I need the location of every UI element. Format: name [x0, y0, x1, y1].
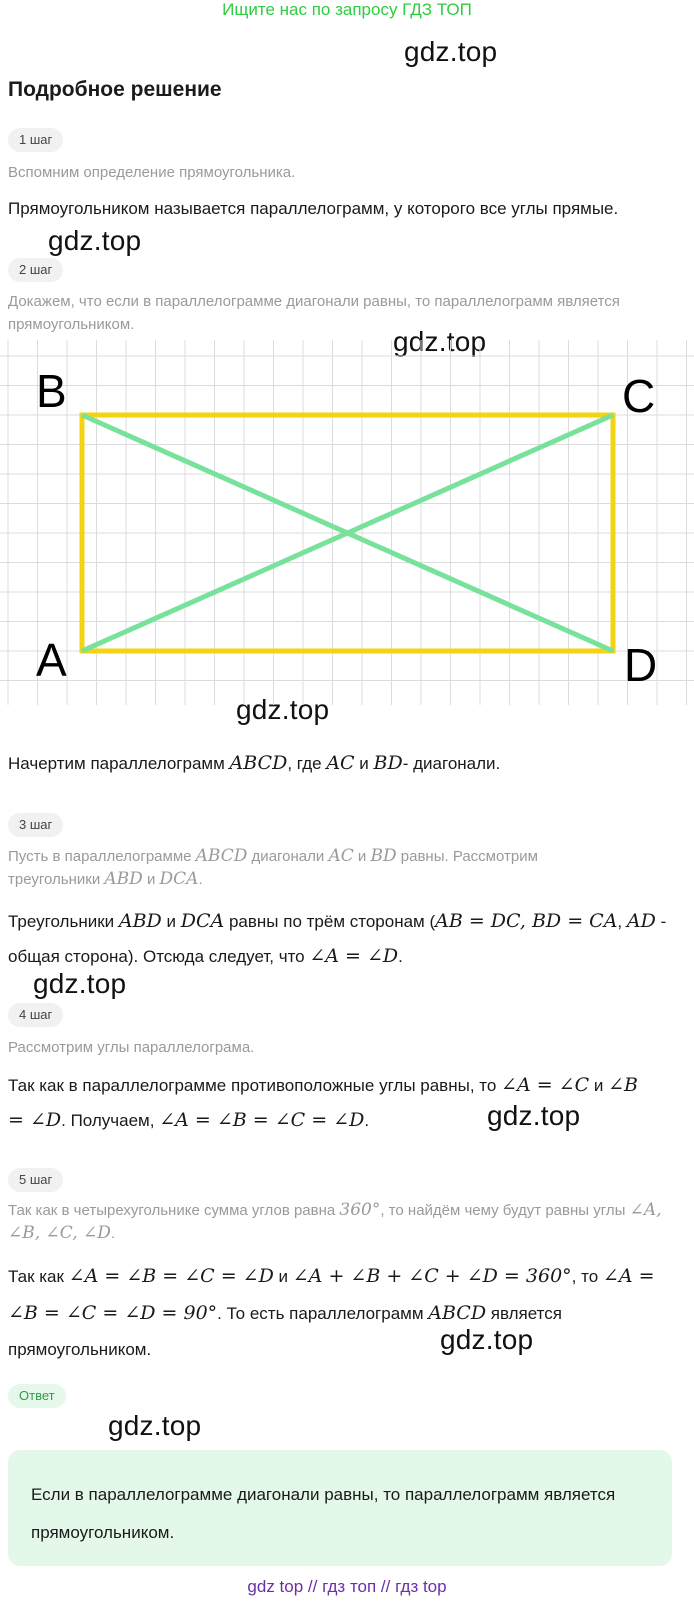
step-hint: Вспомним определение прямоугольника. — [8, 164, 296, 181]
vertex-label-b: B — [36, 365, 67, 417]
text-run: , то найдём чему будут равны углы — [380, 1202, 630, 1219]
math-run: ABCD — [229, 752, 288, 774]
math-run: ∠A = ∠B = ∠C = ∠D = 90° — [8, 1265, 655, 1324]
step-text — [8, 1258, 678, 1368]
text-run: - общая сторона). Отсюда следует, что — [8, 912, 667, 966]
math-run: ∠A, ∠B, ∠C, ∠D — [8, 1200, 662, 1243]
step-text — [8, 750, 678, 777]
text-run: . То есть параллелограмм — [217, 1304, 429, 1323]
vertex-label-a: A — [36, 634, 67, 686]
math-run: ABCD — [195, 846, 248, 866]
step-text — [8, 1068, 658, 1138]
math-run: DCA — [159, 869, 199, 889]
step-hint: Рассмотрим углы параллелограма. — [8, 1039, 255, 1056]
text-run: Так как в четырехугольнике сумма углов равна — [8, 1202, 340, 1219]
math-run: ∠A = ∠B = ∠C = ∠D — [68, 1265, 274, 1287]
step-hint — [8, 845, 608, 891]
rectangle-diagram — [0, 340, 694, 705]
answer-badge: Ответ — [8, 1384, 66, 1408]
watermark: gdz.top — [48, 225, 142, 256]
text-run: Так как — [8, 1267, 69, 1286]
answer-text: Если в параллелограмме диагонали равны, то параллелограмм является прямоугольником. — [31, 1485, 616, 1542]
text-run: и — [142, 871, 160, 888]
text-run: является прямоугольником. — [8, 1304, 562, 1359]
math-run: ∠A = ∠C — [501, 1074, 590, 1096]
step-hint — [8, 1199, 678, 1245]
text-run: , где — [287, 754, 327, 773]
text-run: - диагонали. — [402, 754, 501, 773]
math-run: AC — [328, 846, 354, 866]
text-run: Начертим параллелограмм — [8, 754, 230, 773]
step-text — [8, 904, 678, 974]
page-title: Подробное решение — [8, 78, 222, 101]
step-badge: 2 шаг — [8, 258, 63, 282]
step-badge: 5 шаг — [8, 1168, 63, 1192]
math-run: ABD — [104, 869, 143, 889]
math-run: ∠A = ∠D — [309, 945, 399, 967]
math-run: DCA — [180, 910, 225, 932]
step-badge: 1 шаг — [8, 128, 63, 152]
watermark: gdz.top — [487, 1100, 581, 1131]
text-run: и — [273, 1267, 293, 1286]
text-run: Пусть в параллелограмме — [8, 848, 196, 865]
watermark: gdz.top — [33, 968, 127, 999]
step-badge: 3 шаг — [8, 813, 63, 837]
math-run: BD — [373, 752, 403, 774]
vertex-label-d: D — [624, 639, 658, 691]
text-run: и — [589, 1076, 609, 1095]
text-run: , то — [571, 1267, 603, 1286]
math-run: AB = DC, BD = CA — [435, 910, 618, 932]
text-run: . Получаем, — [61, 1111, 160, 1130]
watermark: gdz.top — [108, 1410, 202, 1441]
search-banner[interactable]: Ищите нас по запросу ГДЗ ТОП — [222, 0, 472, 19]
math-run: ABD — [118, 910, 162, 932]
vertex-label-c: C — [622, 370, 656, 422]
watermark: gdz.top — [393, 326, 487, 357]
text-run: равны по трём сторонам ( — [224, 912, 436, 931]
math-run: ∠A = ∠B = ∠C = ∠D — [159, 1109, 365, 1131]
text-run: , — [617, 912, 627, 931]
math-run: BD — [370, 846, 397, 866]
text-run: . — [364, 1111, 370, 1130]
math-run: ∠A + ∠B + ∠C + ∠D = 360° — [292, 1265, 572, 1287]
text-run: . — [198, 871, 203, 888]
text-run: равны. Рассмотрим треугольники — [8, 848, 538, 888]
text-run: . — [110, 1225, 116, 1242]
math-run: AC — [326, 752, 355, 774]
text-run: Так как в параллелограмме противоположные углы равны, то — [8, 1076, 502, 1095]
math-run: AD — [626, 910, 656, 932]
math-run: ∠B = ∠D — [8, 1074, 638, 1131]
text-run: . — [398, 947, 403, 966]
step-hint: Докажем, что если в параллелограмме диагонали равны, то параллелограмм является прямоугольником. — [8, 293, 620, 333]
watermark: gdz.top — [440, 1324, 534, 1355]
text-run: диагонали — [247, 848, 329, 865]
math-run: 360° — [339, 1200, 381, 1220]
footer-links[interactable]: gdz top // гдз топ // гдз top — [247, 1577, 447, 1596]
step-text: Прямоугольником называется параллелограмм, у которого все углы прямые. — [8, 199, 619, 218]
step-badge: 4 шаг — [8, 1003, 63, 1027]
text-run: и — [353, 848, 371, 865]
watermark: gdz.top — [236, 694, 330, 725]
text-run: и — [354, 754, 374, 773]
text-run: Треугольники — [8, 912, 119, 931]
watermark: gdz.top — [404, 36, 498, 67]
text-run: и — [161, 912, 181, 931]
math-run: ABCD — [428, 1302, 487, 1324]
